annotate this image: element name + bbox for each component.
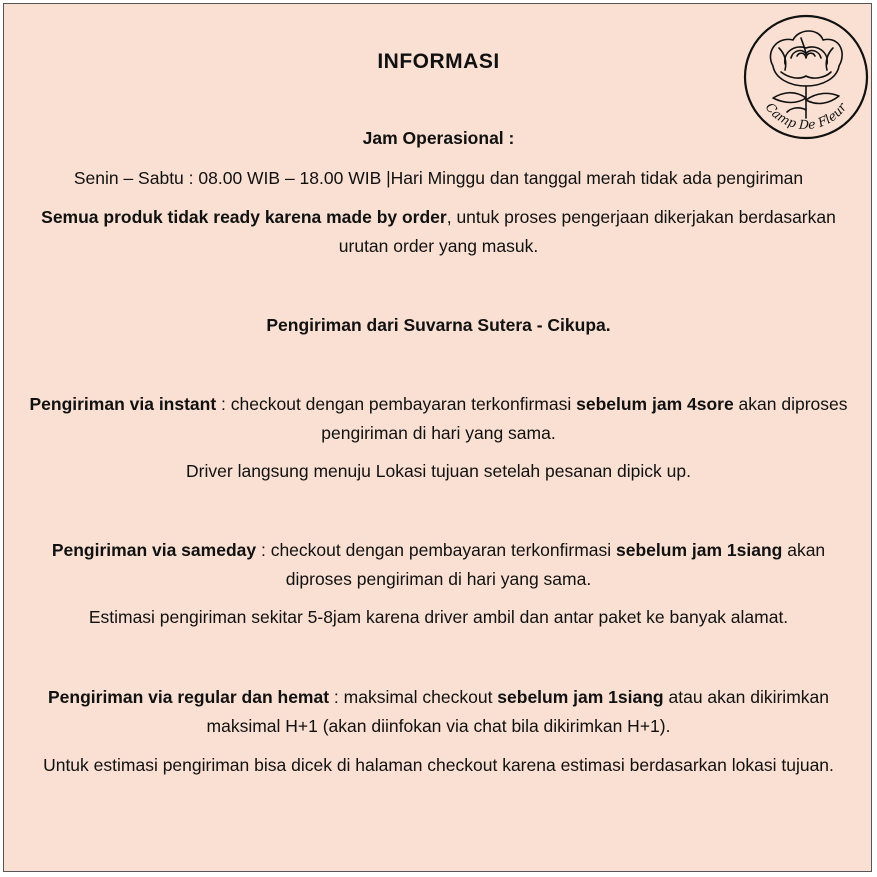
page-title: INFORMASI <box>377 50 500 73</box>
made-by-order-text: , untuk proses pengerjaan dikerjakan berdasarkan urutan order yang masuk. <box>338 207 836 256</box>
instant-note: Driver langsung menuju Lokasi tujuan setelah pesanan dipick up. <box>186 461 691 481</box>
regular-paragraph <box>20 683 857 741</box>
sameday-paragraph <box>20 536 857 594</box>
instant-text: : checkout dengan pembayaran terkonfirmasi <box>216 394 577 414</box>
instant-label: Pengiriman via instant <box>29 394 217 414</box>
regular-text-end: atau akan dikirimkan maksimal H+1 (akan diinfokan via chat bila dikirimkan H+1). <box>206 687 829 736</box>
hours-heading <box>20 124 857 153</box>
logo-text: Camp De Fleur <box>762 99 850 133</box>
sameday-cutoff: sebelum jam 1siang <box>616 540 783 560</box>
sameday-label: Pengiriman via sameday <box>51 540 257 560</box>
flower-logo-icon <box>743 14 869 140</box>
instant-text-end: akan diproses pengiriman di hari yang sama. <box>321 394 848 443</box>
made-by-order-paragraph <box>20 203 857 261</box>
sameday-text-end: akan diproses pengiriman di hari yang sama. <box>285 540 826 589</box>
instant-paragraph <box>20 390 857 448</box>
origin-line <box>20 311 857 340</box>
made-by-order-bold: Semua produk tidak ready karena made by order <box>41 207 447 227</box>
regular-note: Untuk estimasi pengiriman bisa dicek di halaman checkout karena estimasi berdasarkan lokasi tujuan. <box>43 755 834 775</box>
hours-line: Senin – Sabtu : 08.00 WIB – 18.00 WIB |Hari Minggu dan tanggal merah tidak ada pengiriman <box>73 168 804 188</box>
regular-text: : maksimal checkout <box>329 687 498 707</box>
sameday-text: : checkout dengan pembayaran terkonfirmasi <box>256 540 617 560</box>
origin-text: Pengiriman dari Suvarna Sutera - Cikupa. <box>266 315 611 335</box>
hours-heading-text: Jam Operasional : <box>362 128 515 148</box>
instant-cutoff: sebelum jam 4sore <box>576 394 734 414</box>
regular-cutoff: sebelum jam 1siang <box>497 687 664 707</box>
sameday-note: Estimasi pengiriman sekitar 5-8jam karena driver ambil dan antar paket ke banyak alamat. <box>88 607 789 627</box>
regular-label: Pengiriman via regular dan hemat <box>47 687 330 707</box>
